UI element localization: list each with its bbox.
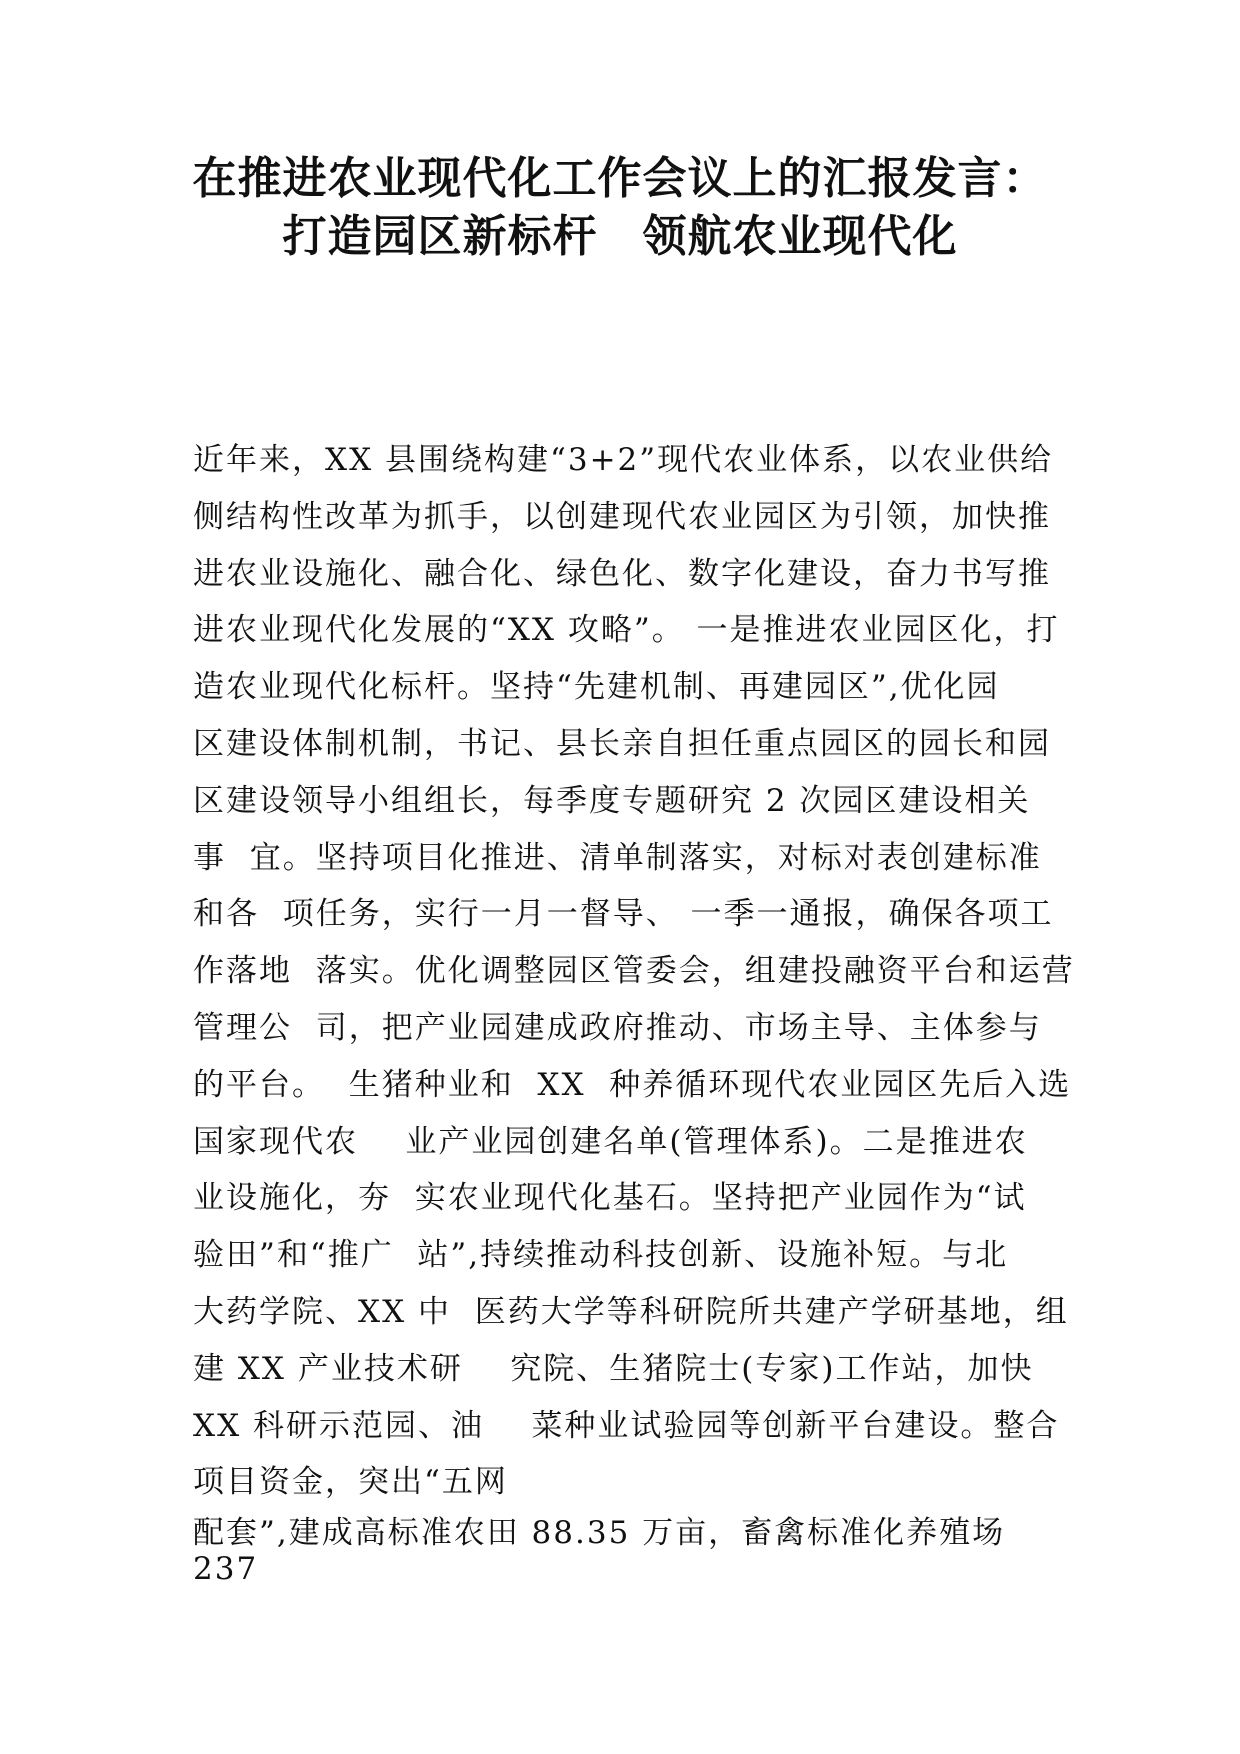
title-line-1: 在推进农业现代化工作会议上的汇报发言：	[192, 153, 1048, 204]
body-line: 区建设体制机制，书记、县长亲自担任重点园区的园长和园	[193, 725, 1051, 762]
body-line: 区建设领导小组组长，每季度专题研究 2 次园区建设相关	[193, 782, 1031, 819]
body-line: 和各 项任务，实行一月一督导、 一季一通报，确保各项工	[193, 896, 1054, 933]
body-line: 业设施化，夯 实农业现代化基石。坚持把产业园作为“试	[193, 1180, 1027, 1217]
body-line: 近年来，XX 县围绕构建“3+2”现代农业体系，以农业供给	[193, 442, 1054, 478]
body-line: 管理公 司，把产业园建成政府推动、市场主导、主体参与	[193, 1009, 1042, 1046]
body-line: 建 XX 产业技术研 究院、生猪院士(专家)工作站，加快	[193, 1350, 1034, 1387]
body-paragraph	[193, 432, 1073, 1511]
document-title	[0, 150, 1240, 266]
title-line-2: 打造园区新标杆 领航农业现代化	[282, 211, 958, 262]
body-line: XX 科研示范园、油 菜种业试验园等创新平台建设。整合	[193, 1407, 1060, 1444]
body-line: 侧结构性改革为抓手，以创建现代农业园区为引领，加快推	[193, 498, 1051, 535]
body-paragraph-continuation	[193, 1515, 1073, 1587]
body-line: 进农业现代化发展的“XX 攻略”。 一是推进农业园区化，打	[193, 612, 1060, 649]
body-line: 237	[193, 1551, 259, 1587]
body-line: 的平台。 生猪种业和 XX 种养循环现代农业园区先后入选	[193, 1066, 1072, 1103]
body-line: 项目资金，突出“五网	[193, 1464, 508, 1501]
body-line: 造农业现代化标杆。坚持“先建机制、再建园区”,优化园	[193, 669, 1000, 706]
body-line: 事 宜。坚持项目化推进、清单制落实，对标对表创建标准	[193, 839, 1042, 876]
body-line: 大药学院、XX 中 医药大学等科研院所共建产学研基地，组	[193, 1293, 1069, 1330]
body-line: 配套”,建成高标准农田 88.35 万亩，畜禽标准化养殖场	[193, 1515, 1006, 1551]
body-line: 作落地 落实。优化调整园区管委会，组建投融资平台和运营	[193, 953, 1075, 990]
body-line: 验田”和“推广 站”,持续推动科技创新、设施补短。与北	[193, 1237, 1009, 1274]
body-line: 进农业设施化、融合化、绿色化、数字化建设，奋力书写推	[193, 555, 1051, 592]
body-line: 国家现代农 业产业园创建名单(管理体系)。二是推进农	[193, 1123, 1028, 1160]
